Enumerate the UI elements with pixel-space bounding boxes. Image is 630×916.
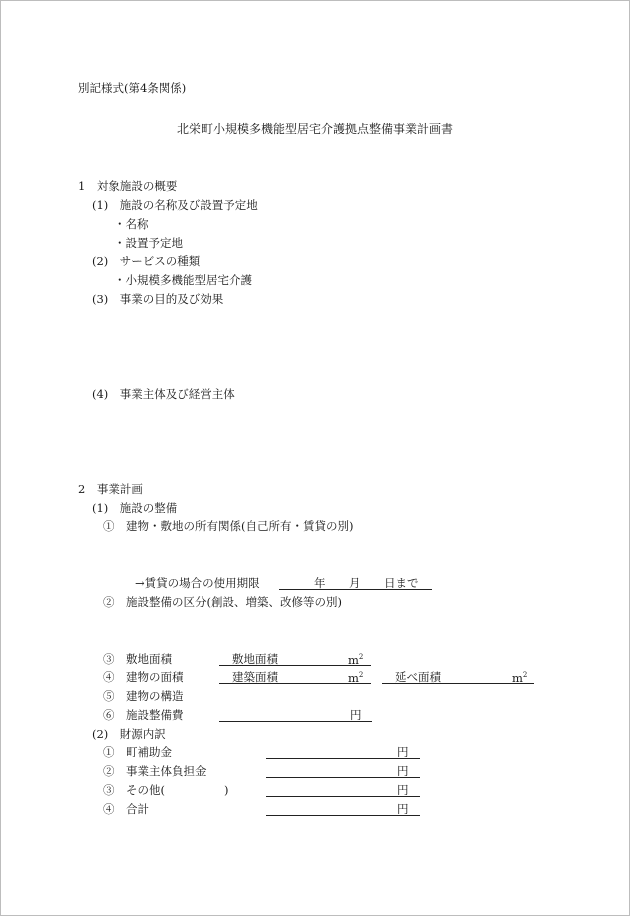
floor-area-field-label: 延べ面積 [395,670,441,684]
cost-label: ⑥ 施設整備費 [103,708,184,722]
form-header: 別記様式(第4条関係) [78,81,187,95]
building-area-field-label: 建築面積 [232,670,278,684]
total-yen-unit: 円 [397,802,409,816]
section1-item3: (3) 事業の目的及び効果 [92,292,224,306]
facility-name-label: ・名称 [114,217,149,231]
facility-site-label: ・設置予定地 [114,236,183,250]
entity-share-yen-unit: 円 [397,764,409,778]
service-type-value: ・小規模多機能型居宅介護 [114,273,252,287]
document-title: 北栄町小規模多機能型居宅介護拠点整備事業計画書 [177,122,454,136]
structure-label: ⑤ 建物の構造 [103,689,184,703]
ownership-label: ① 建物・敷地の所有関係(自己所有・賃貸の別) [103,519,354,533]
site-area-label: ③ 敷地面積 [103,652,172,666]
site-area-unit: $m^2$ [348,652,364,667]
site-area-field-label: 敷地面積 [232,652,278,666]
building-area-label: ④ 建物の面積 [103,670,184,684]
floor-area-unit: $m^2$ [512,670,528,685]
total-label: ④ 合計 [103,802,149,816]
other-funding-yen-unit: 円 [397,783,409,797]
funding-breakdown-label: (2) 財源内訳 [92,727,166,741]
section2-heading: 2 事業計画 [78,482,143,496]
lease-year-unit: 年 [314,576,326,590]
subsidy-yen-unit: 円 [397,745,409,759]
entity-share-label: ② 事業主体負担金 [103,764,207,778]
lease-month-unit: 月 [349,576,361,590]
other-funding-close-paren: ) [224,783,229,797]
other-funding-label: ③ その他( [103,783,165,797]
subsidy-label: ① 町補助金 [103,745,172,759]
lease-term-label: →賃貸の場合の使用期限 [135,576,260,590]
facility-development-label: (1) 施設の整備 [92,501,178,515]
cost-yen-unit: 円 [350,708,362,722]
section1-item4: (4) 事業主体及び経営主体 [92,387,235,401]
division-label: ② 施設整備の区分(創設、増築、改修等の別) [103,595,342,609]
section1-heading: 1 対象施設の概要 [78,179,178,193]
lease-day-until: 日まで [384,576,419,590]
section1-item2: (2) サービスの種類 [92,254,201,268]
building-area-unit: $m^2$ [348,670,364,685]
section1-item1: (1) 施設の名称及び設置予定地 [92,198,258,212]
